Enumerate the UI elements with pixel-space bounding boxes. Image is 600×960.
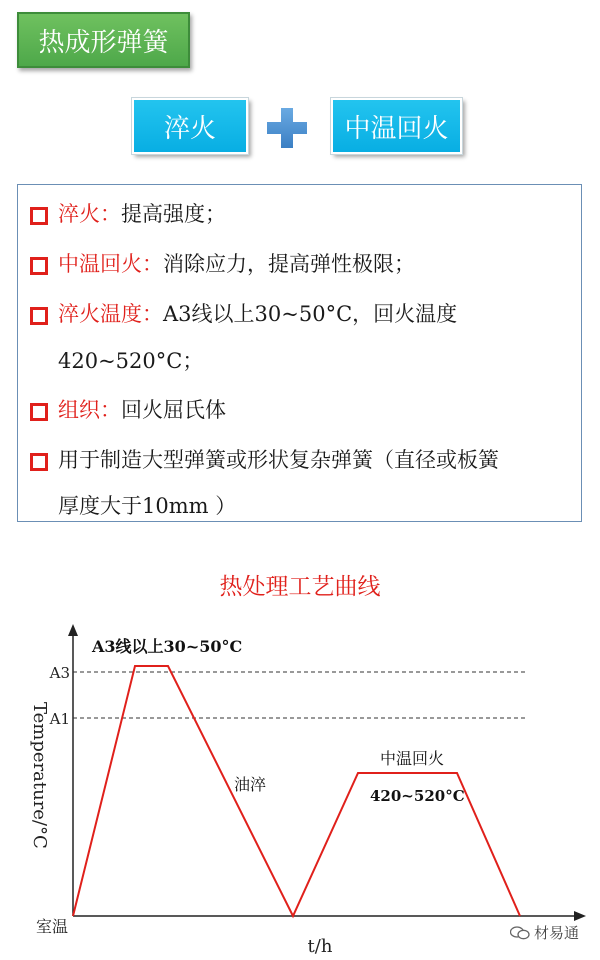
bullet-continuation: 420~520°C；: [58, 349, 204, 373]
bullet-text: 用于制造大型弹簧或形状复杂弹簧（直径或板簧: [58, 448, 499, 472]
bullet-key: 中温回火：: [58, 252, 163, 276]
x-axis-label: t/h: [307, 936, 333, 957]
temper-process-box: 中温回火: [331, 98, 462, 154]
bullet-text: 提高强度；: [121, 202, 226, 226]
page-title: 热成形弹簧: [17, 12, 190, 68]
bullet-square-icon: [30, 207, 48, 225]
y-axis-arrow-icon: [68, 624, 78, 636]
annotation-oil-quench: 油淬: [234, 775, 267, 794]
y-axis-label: Temperature/°C: [29, 702, 50, 849]
bullet-key: 淬火：: [58, 202, 121, 226]
watermark: [510, 922, 579, 943]
bullet-square-icon: [30, 257, 48, 275]
y-level-label-room-temp: 室温: [35, 917, 68, 936]
bullet-square-icon: [30, 453, 48, 471]
plus-icon: [267, 108, 307, 148]
watermark-text: 材易通: [534, 924, 580, 942]
bullet-text: A3线以上30~50°C，回火温度: [163, 302, 458, 326]
quench-process-box: 淬火: [132, 98, 248, 154]
annotation-quench-hold: A3线以上30~50°C: [92, 637, 243, 656]
bullet-text: 回火屈氏体: [121, 398, 226, 422]
bullet-square-icon: [30, 307, 48, 325]
bullet-square-icon: [30, 403, 48, 421]
x-axis-arrow-icon: [574, 911, 586, 921]
annotation-temper-range: 420~520°C: [370, 787, 465, 805]
bullet-text: 消除应力，提高弹性极限；: [163, 252, 415, 276]
chart-title: 热处理工艺曲线: [219, 574, 381, 600]
annotation-temper-label: 中温回火: [380, 749, 445, 768]
heat-treatment-curve-chart: [0, 600, 600, 960]
bullet-key: 淬火温度：: [58, 302, 163, 326]
info-panel: [17, 184, 582, 522]
y-level-label-a1: A1: [49, 710, 70, 728]
bullet-continuation: 厚度大于10mm ）: [58, 494, 237, 518]
bullet-key: 组织：: [58, 398, 121, 422]
wechat-icon: [510, 926, 530, 940]
y-level-label-a3: A3: [49, 664, 70, 682]
